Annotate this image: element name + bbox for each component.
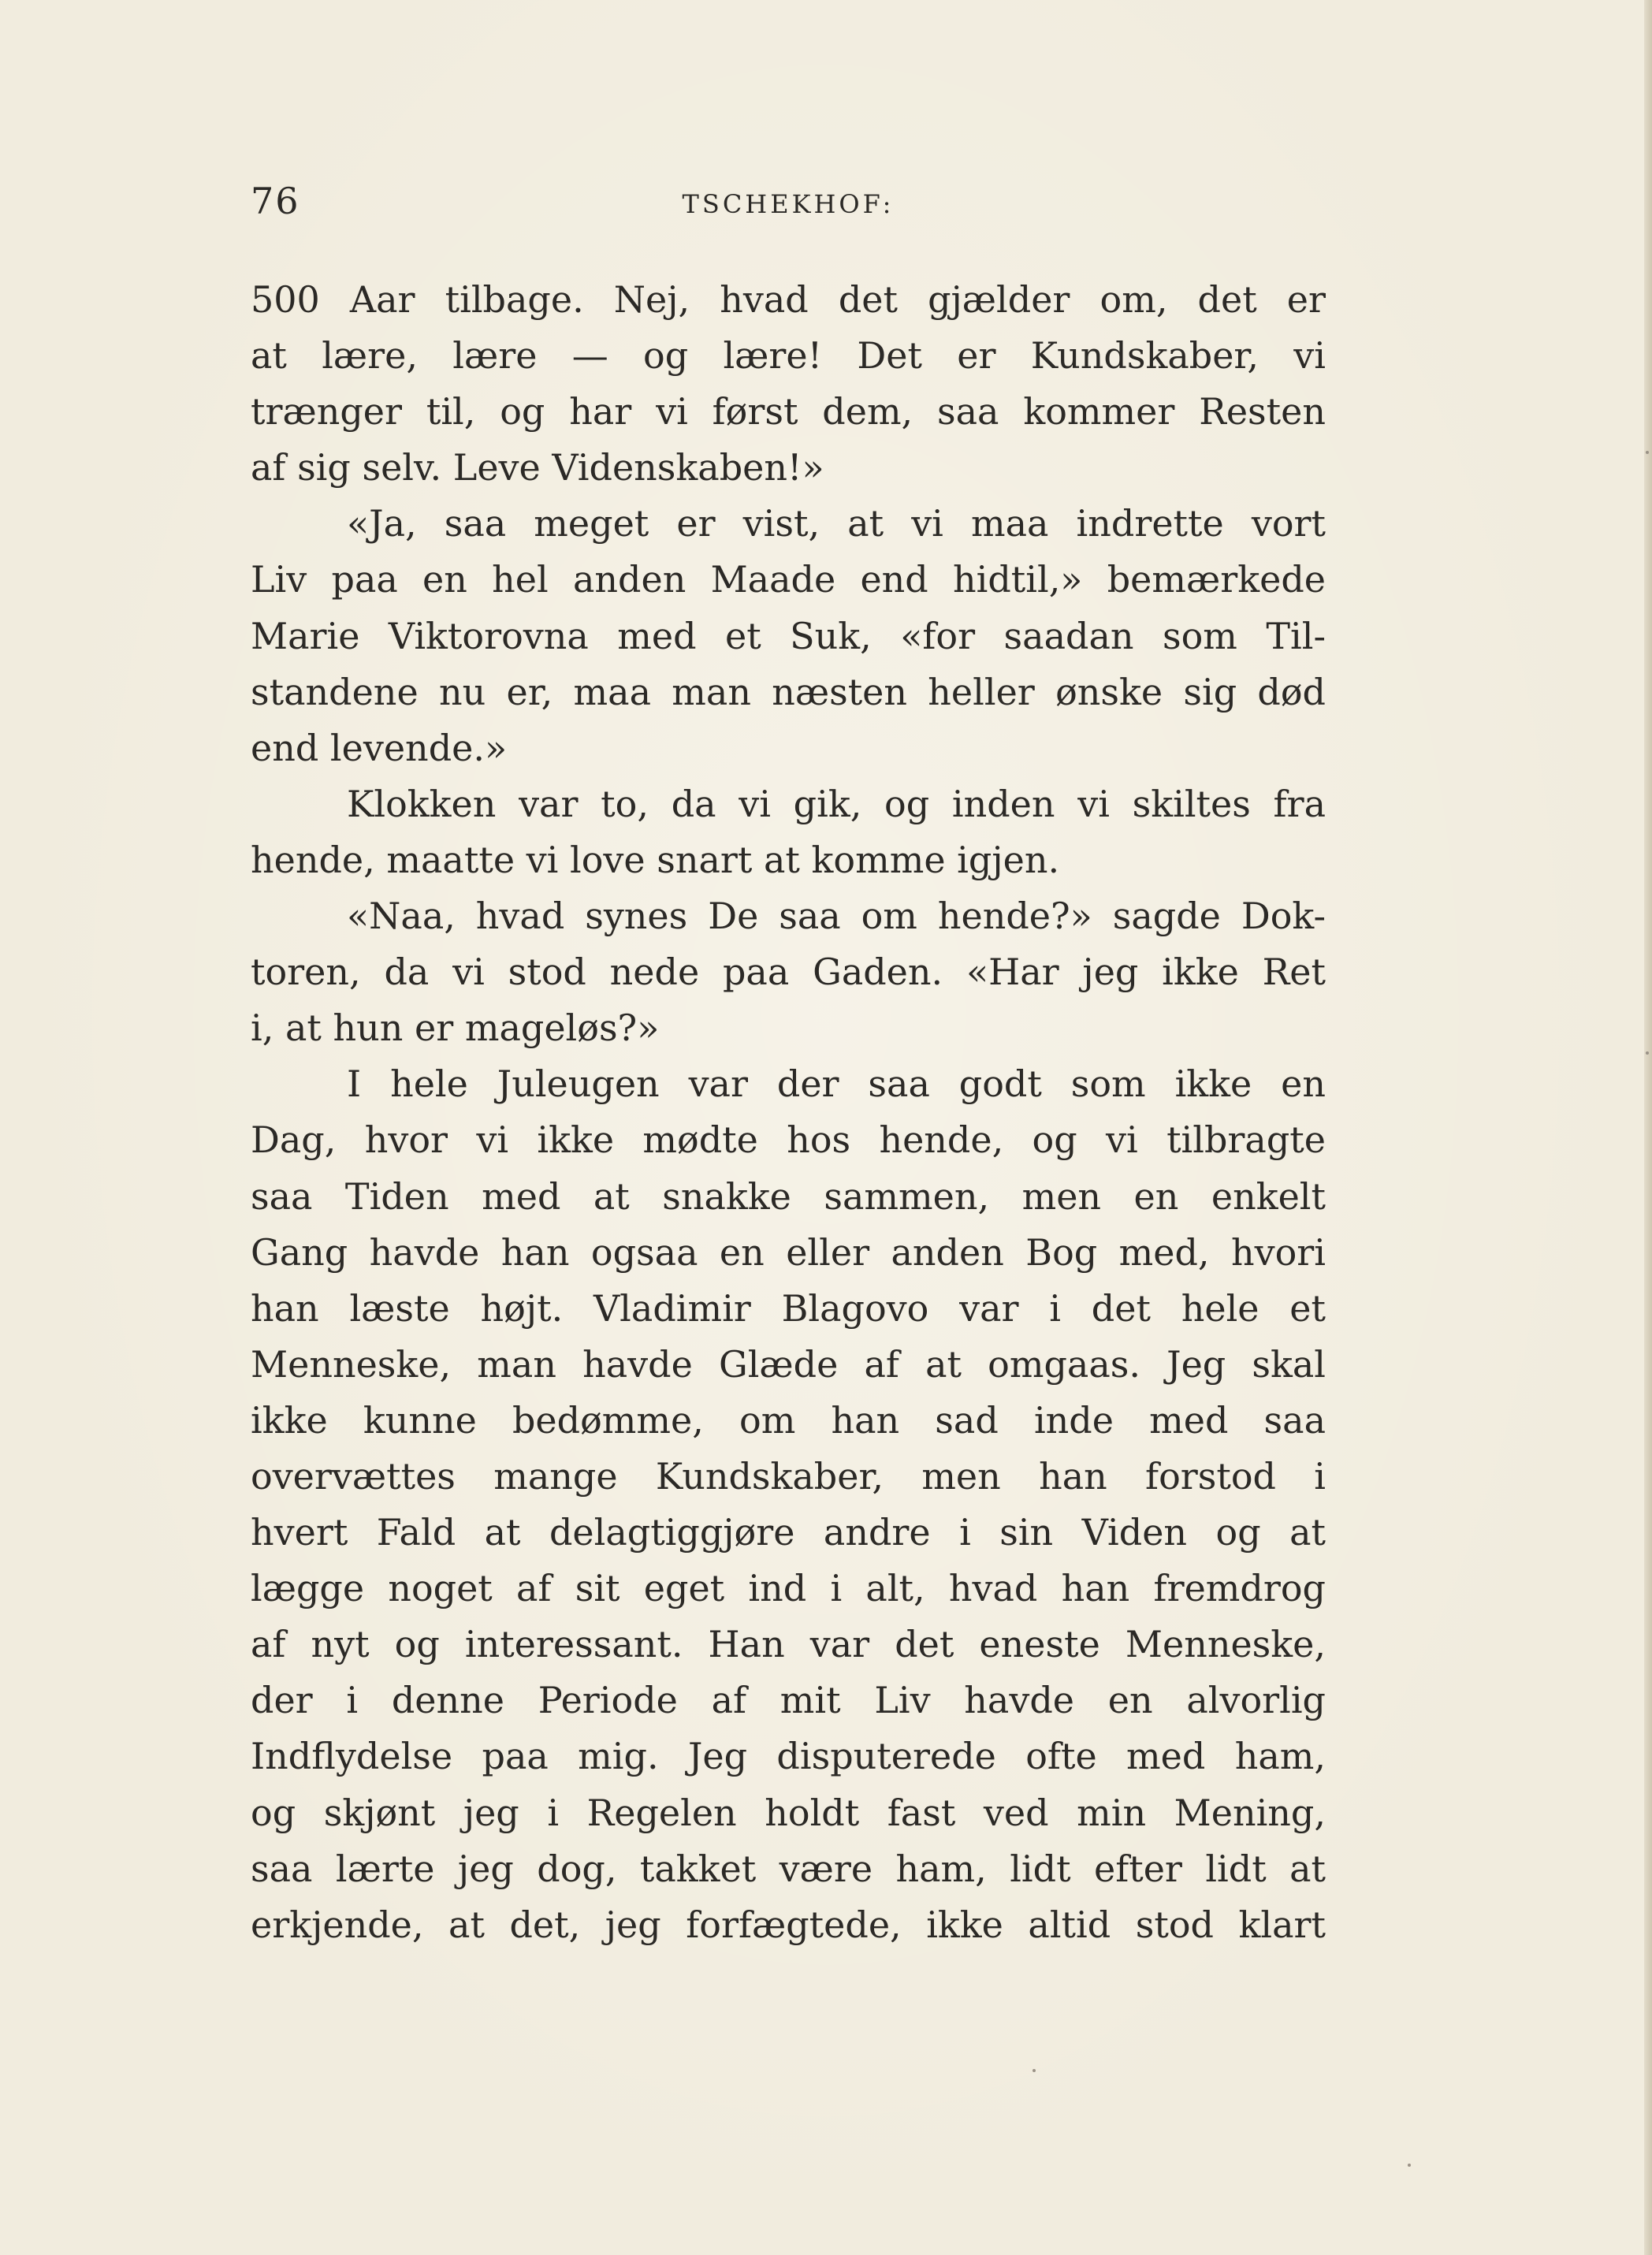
text-line: overvættes mange Kundskaber, men han forstod i <box>251 1454 1326 1498</box>
text-line: «Naa, hvad synes De saa om hende?» sagde Dok- <box>347 895 1326 938</box>
text-line: toren, da vi stod nede paa Gaden. «Har jeg ikke Ret <box>251 951 1326 994</box>
page-edge <box>1644 0 1652 2255</box>
text-line: Marie Viktorovna med et Suk, «for saadan som Til- <box>251 614 1326 657</box>
text-line: ikke kunne bedømme, om han sad inde med saa <box>251 1398 1326 1442</box>
text-line: «Ja, saa meget er vist, at vi maa indrette vort <box>347 502 1326 545</box>
paper-speck <box>1408 2164 1411 2167</box>
text-line: Dag, hvor vi ikke mødte hos hende, og vi tilbragte <box>251 1118 1326 1162</box>
text-line: trænger til, og har vi først dem, saa kommer Resten <box>251 390 1326 434</box>
text-line: 500 Aar tilbage. Nej, hvad det gjælder om, det er <box>251 278 1326 321</box>
text-line: end levende.» <box>251 726 508 769</box>
text-line: lægge noget af sit eget ind i alt, hvad han fremdrog <box>251 1567 1326 1610</box>
text-line: Liv paa en hel anden Maade end hidtil,» bemærkede <box>251 558 1326 601</box>
text-line: og skjønt jeg i Regelen holdt fast ved min Mening, <box>251 1791 1326 1834</box>
paper-speck <box>1646 451 1649 454</box>
text-line: han læste højt. Vladimir Blagovo var i det hele et <box>251 1286 1326 1330</box>
paper-speck <box>1032 2069 1036 2072</box>
text-line: Gang havde han ogsaa en eller anden Bog med, hvori <box>251 1230 1326 1274</box>
text-line: Klokken var to, da vi gik, og inden vi skiltes fra <box>347 782 1326 825</box>
text-line: at lære, lære — og lære! Det er Kundskaber, vi <box>251 334 1326 378</box>
text-line: hvert Fald at delagtiggjøre andre i sin Viden og at <box>251 1511 1326 1554</box>
paper-speck <box>1646 1051 1649 1055</box>
text-line: der i denne Periode af mit Liv havde en alvorlig <box>251 1679 1326 1722</box>
text-line: standene nu er, maa man næsten heller ønske sig død <box>251 670 1326 713</box>
text-line: hende, maatte vi love snart at komme igjen. <box>251 838 1060 881</box>
body-text <box>251 272 1326 1953</box>
text-line: saa lærte jeg dog, takket være ham, lidt efter lidt at <box>251 1847 1326 1890</box>
text-line: I hele Juleugen var der saa godt som ikke en <box>347 1062 1326 1106</box>
running-head <box>251 180 1326 235</box>
text-line: af nyt og interessant. Han var det eneste Menneske, <box>251 1623 1326 1666</box>
text-line: i, at hun er mageløs?» <box>251 1007 660 1050</box>
text-line: af sig selv. Leve Videnskaben!» <box>251 446 824 489</box>
text-line: erkjende, at det, jeg forfægtede, ikke altid stod klart <box>251 1903 1326 1946</box>
text-line: Indflydelse paa mig. Jeg disputerede ofte med ham, <box>251 1735 1326 1778</box>
page-number: 76 <box>251 180 300 222</box>
text-line: saa Tiden med at snakke sammen, men en enkelt <box>251 1174 1326 1218</box>
running-title: TSCHEKHOF: <box>682 189 895 219</box>
text-line: Menneske, man havde Glæde af at omgaas. Jeg skal <box>251 1342 1326 1386</box>
